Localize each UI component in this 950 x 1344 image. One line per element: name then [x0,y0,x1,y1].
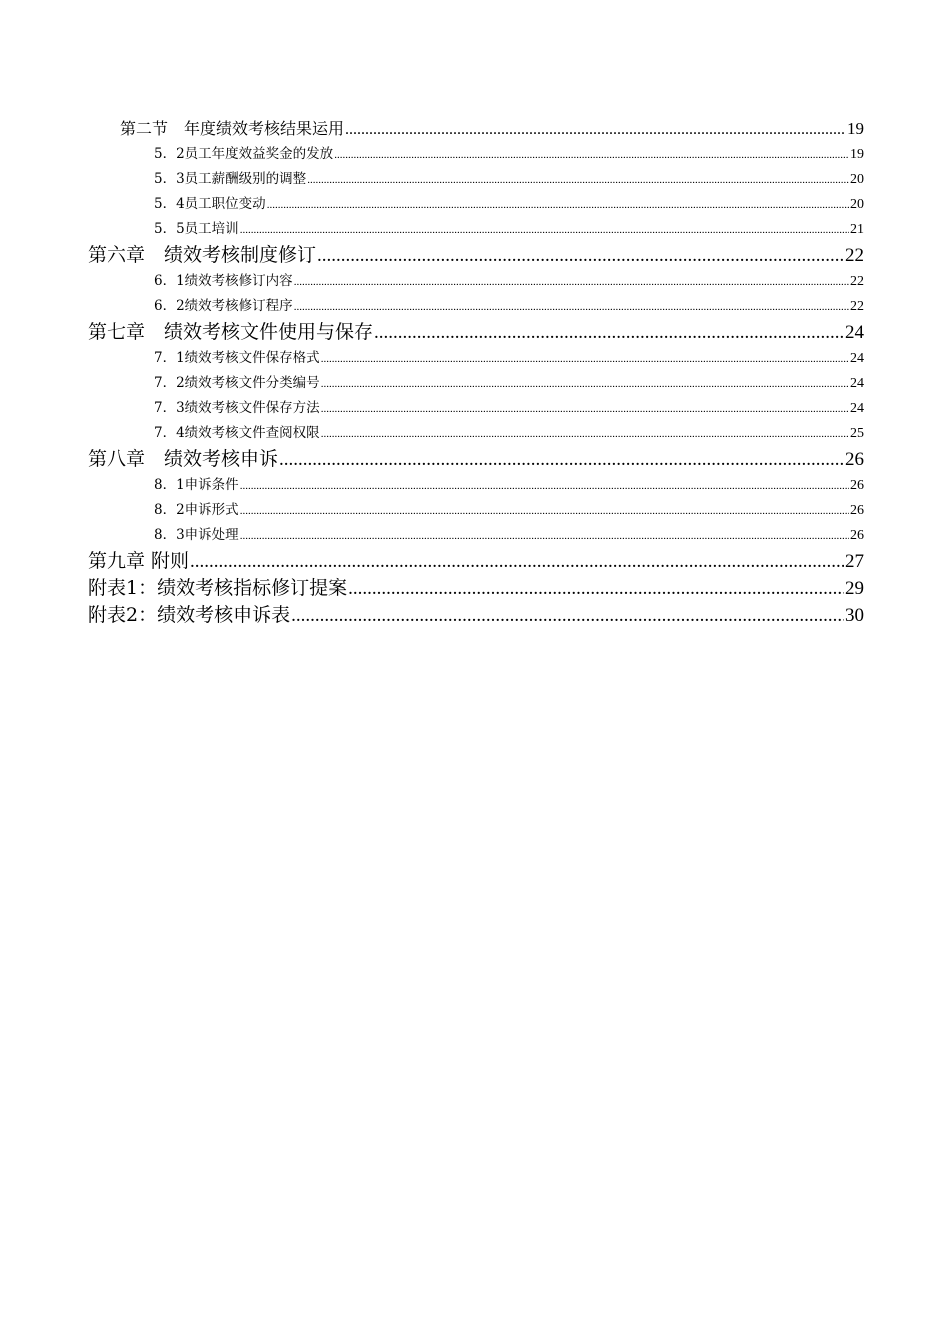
toc-entry-page: 22 [850,274,864,289]
toc-entry[interactable] [88,167,864,192]
toc-leader-dots [294,270,849,294]
toc-entry[interactable] [88,396,864,421]
toc-leader-dots [317,242,844,269]
toc-entry[interactable] [88,602,864,629]
toc-entry-title: 第六章 绩效考核制度修订 [88,244,317,266]
toc-leader-dots [240,474,849,498]
toc-entry-title: 5．5员工培训 [154,221,239,237]
toc-entry-page: 19 [847,119,864,138]
toc-entry-page: 19 [850,147,864,162]
toc-entry-page: 25 [850,426,864,441]
toc-entry-title: 8．2申诉形式 [154,502,239,518]
toc-entry-page: 29 [845,578,864,599]
toc-leader-dots [294,295,849,319]
toc-entry-title: 6．1绩效考核修订内容 [154,273,293,289]
toc-leader-dots [374,319,844,346]
toc-leader-dots [307,168,849,192]
toc-entry-title: 7．4绩效考核文件查阅权限 [154,425,320,441]
toc-entry[interactable] [88,371,864,396]
toc-leader-dots [321,347,849,371]
toc-entry-page: 24 [850,401,864,416]
table-of-contents [88,116,864,629]
toc-leader-dots [321,372,849,396]
toc-entry-page: 20 [850,197,864,212]
toc-entry-title: 5．3员工薪酬级别的调整 [154,171,307,187]
toc-leader-dots [291,602,844,629]
toc-entry-page: 26 [845,449,864,470]
toc-entry[interactable] [88,294,864,319]
toc-leader-dots [279,446,844,473]
toc-entry-page: 27 [845,551,864,572]
toc-entry-page: 21 [850,222,864,237]
toc-entry[interactable] [88,269,864,294]
toc-entry-title: 6．2绩效考核修订程序 [154,298,293,314]
toc-entry-title: 8．1申诉条件 [154,477,239,493]
toc-entry-title: 附表1：绩效考核指标修订提案 [88,577,348,599]
toc-leader-dots [190,548,844,575]
toc-entry-page: 20 [850,172,864,187]
toc-entry[interactable] [88,346,864,371]
toc-entry[interactable] [88,242,864,269]
toc-entry-title: 附表2：绩效考核申诉表 [88,604,291,626]
toc-entry[interactable] [88,142,864,167]
toc-entry[interactable] [88,473,864,498]
toc-entry-title: 7．2绩效考核文件分类编号 [154,375,320,391]
toc-leader-dots [321,397,849,421]
toc-entry-page: 26 [850,503,864,518]
toc-leader-dots [348,575,844,602]
toc-entry-page: 22 [850,299,864,314]
toc-entry[interactable] [88,192,864,217]
toc-entry-page: 24 [850,376,864,391]
toc-entry-title: 第七章 绩效考核文件使用与保存 [88,321,374,343]
toc-entry-title: 7．3绩效考核文件保存方法 [154,400,320,416]
toc-entry-title: 第八章 绩效考核申诉 [88,448,279,470]
toc-entry-page: 26 [850,528,864,543]
toc-entry[interactable] [88,523,864,548]
toc-entry-title: 7．1绩效考核文件保存格式 [154,350,320,366]
toc-entry[interactable] [88,217,864,242]
toc-leader-dots [240,499,849,523]
toc-entry-page: 24 [850,351,864,366]
toc-entry[interactable] [88,319,864,346]
toc-entry[interactable] [88,575,864,602]
toc-entry-page: 24 [845,322,864,343]
toc-entry-title: 第二节 年度绩效考核结果运用 [120,119,345,138]
toc-entry[interactable] [88,116,864,142]
toc-leader-dots [334,143,849,167]
toc-entry-page: 26 [850,478,864,493]
toc-leader-dots [240,218,849,242]
toc-entry[interactable] [88,421,864,446]
toc-entry-page: 30 [845,605,864,626]
toc-leader-dots [267,193,849,217]
toc-leader-dots [240,524,849,548]
toc-entry-title: 第九章 附则 [88,550,190,572]
toc-entry-page: 22 [845,245,864,266]
toc-leader-dots [345,117,846,142]
toc-entry-title: 5．2员工年度效益奖金的发放 [154,146,334,162]
toc-entry-title: 8．3申诉处理 [154,527,239,543]
toc-entry[interactable] [88,446,864,473]
toc-entry[interactable] [88,498,864,523]
toc-entry[interactable] [88,548,864,575]
toc-entry-title: 5．4员工职位变动 [154,196,266,212]
toc-leader-dots [321,422,849,446]
